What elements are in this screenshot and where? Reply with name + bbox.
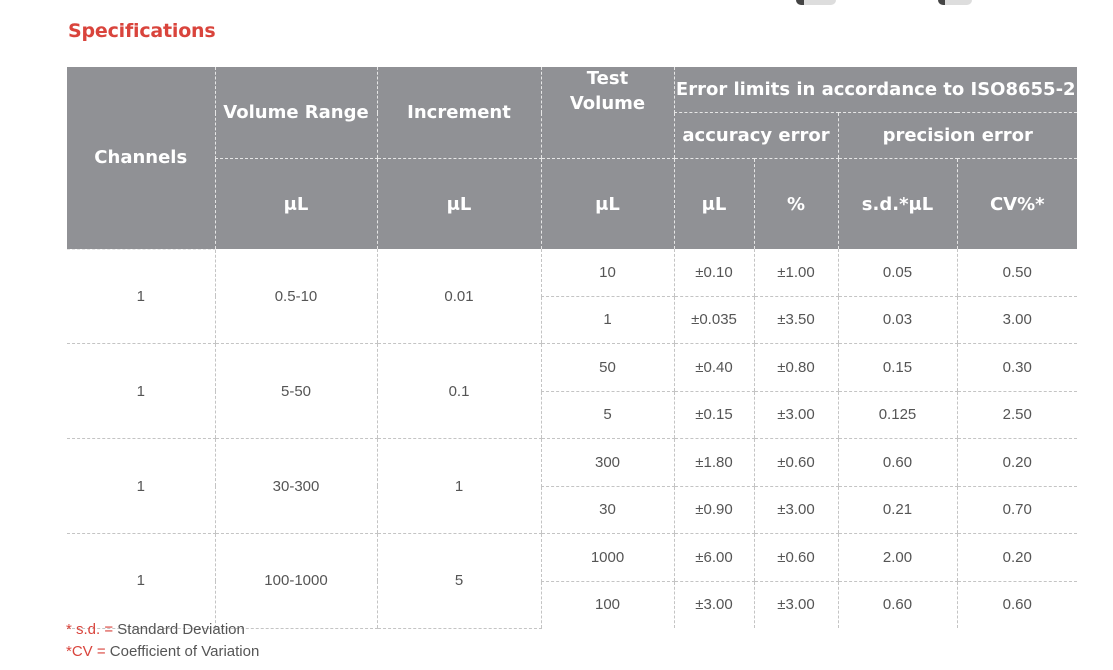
header-accuracy-error: accuracy error bbox=[674, 113, 838, 159]
specifications-table bbox=[67, 67, 1077, 629]
cell-test-volume: 30 bbox=[541, 486, 674, 534]
unit-accuracy-percent: % bbox=[754, 159, 838, 250]
cell-volume-range: 100-1000 bbox=[215, 534, 377, 629]
header-volume-range: Volume Range bbox=[215, 67, 377, 159]
cell-test-volume: 50 bbox=[541, 344, 674, 392]
cell-accuracy-percent: ±3.00 bbox=[754, 581, 838, 628]
table-row bbox=[67, 249, 1077, 296]
unit-increment: μL bbox=[377, 159, 541, 250]
cell-precision-sd: 0.15 bbox=[838, 344, 957, 392]
header-channels: Channels bbox=[67, 67, 215, 249]
cell-accuracy-percent: ±3.50 bbox=[754, 296, 838, 344]
cell-increment: 0.1 bbox=[377, 344, 541, 439]
cell-test-volume: 1000 bbox=[541, 534, 674, 582]
cell-accuracy-percent: ±0.60 bbox=[754, 534, 838, 582]
table-row bbox=[67, 439, 1077, 487]
cell-precision-cv: 0.50 bbox=[957, 249, 1077, 296]
cell-accuracy-ul: ±0.10 bbox=[674, 249, 754, 296]
cell-channels: 1 bbox=[67, 439, 215, 534]
cell-precision-cv: 0.30 bbox=[957, 344, 1077, 392]
footnote-sd-mark: * s.d. = bbox=[66, 621, 114, 638]
header-test-volume-text: Test Volume bbox=[569, 67, 646, 114]
cell-precision-sd: 0.60 bbox=[838, 581, 957, 628]
cell-test-volume: 5 bbox=[541, 391, 674, 439]
cell-precision-cv: 0.20 bbox=[957, 534, 1077, 582]
cell-precision-sd: 0.60 bbox=[838, 439, 957, 487]
footnote-cv-mark: *CV = bbox=[66, 643, 106, 660]
cell-accuracy-ul: ±6.00 bbox=[674, 534, 754, 582]
header-precision-error: precision error bbox=[838, 113, 1077, 159]
footnote-cv-text: Coefficient of Variation bbox=[105, 643, 260, 660]
cell-increment: 1 bbox=[377, 439, 541, 534]
footnote-sd-text: Standard Deviation bbox=[113, 621, 245, 638]
cell-accuracy-ul: ±1.80 bbox=[674, 439, 754, 487]
footnote-sd bbox=[66, 621, 245, 638]
unit-precision-sd: s.d.*μL bbox=[838, 159, 957, 250]
unit-precision-cv: CV%* bbox=[957, 159, 1077, 250]
table-row bbox=[67, 534, 1077, 582]
cell-precision-cv: 3.00 bbox=[957, 296, 1077, 344]
cell-accuracy-ul: ±0.035 bbox=[674, 296, 754, 344]
cell-volume-range: 30-300 bbox=[215, 439, 377, 534]
cell-precision-sd: 2.00 bbox=[838, 534, 957, 582]
cell-accuracy-percent: ±0.60 bbox=[754, 439, 838, 487]
cell-precision-cv: 0.60 bbox=[957, 581, 1077, 628]
cell-accuracy-ul: ±3.00 bbox=[674, 581, 754, 628]
footnote-cv bbox=[66, 643, 259, 660]
cell-accuracy-percent: ±3.00 bbox=[754, 391, 838, 439]
cell-increment: 5 bbox=[377, 534, 541, 629]
cell-accuracy-ul: ±0.90 bbox=[674, 486, 754, 534]
cell-accuracy-percent: ±3.00 bbox=[754, 486, 838, 534]
specifications-table-body bbox=[67, 249, 1077, 628]
cell-accuracy-percent: ±1.00 bbox=[754, 249, 838, 296]
cell-precision-sd: 0.03 bbox=[838, 296, 957, 344]
cell-accuracy-ul: ±0.15 bbox=[674, 391, 754, 439]
cell-test-volume: 1 bbox=[541, 296, 674, 344]
cell-precision-sd: 0.05 bbox=[838, 249, 957, 296]
page-title: Specifications bbox=[68, 20, 216, 42]
cell-accuracy-ul: ±0.40 bbox=[674, 344, 754, 392]
cell-channels: 1 bbox=[67, 249, 215, 344]
cell-precision-cv: 2.50 bbox=[957, 391, 1077, 439]
cell-precision-sd: 0.125 bbox=[838, 391, 957, 439]
unit-accuracy-ul: μL bbox=[674, 159, 754, 250]
header-error-limits: Error limits in accordance to ISO8655-2 bbox=[674, 67, 1077, 113]
cell-test-volume: 300 bbox=[541, 439, 674, 487]
cell-precision-cv: 0.20 bbox=[957, 439, 1077, 487]
header-increment: Increment bbox=[377, 67, 541, 159]
unit-volume-range: μL bbox=[215, 159, 377, 250]
cell-precision-sd: 0.21 bbox=[838, 486, 957, 534]
table-row bbox=[67, 344, 1077, 392]
unit-test-volume: μL bbox=[541, 159, 674, 250]
decorative-product-edge bbox=[796, 0, 836, 5]
decorative-product-edge bbox=[938, 0, 972, 5]
cell-channels: 1 bbox=[67, 534, 215, 629]
cell-volume-range: 0.5-10 bbox=[215, 249, 377, 344]
cell-test-volume: 100 bbox=[541, 581, 674, 628]
header-test-volume bbox=[541, 67, 674, 159]
cell-channels: 1 bbox=[67, 344, 215, 439]
cell-test-volume: 10 bbox=[541, 249, 674, 296]
cell-precision-cv: 0.70 bbox=[957, 486, 1077, 534]
cell-increment: 0.01 bbox=[377, 249, 541, 344]
cell-volume-range: 5-50 bbox=[215, 344, 377, 439]
cell-accuracy-percent: ±0.80 bbox=[754, 344, 838, 392]
